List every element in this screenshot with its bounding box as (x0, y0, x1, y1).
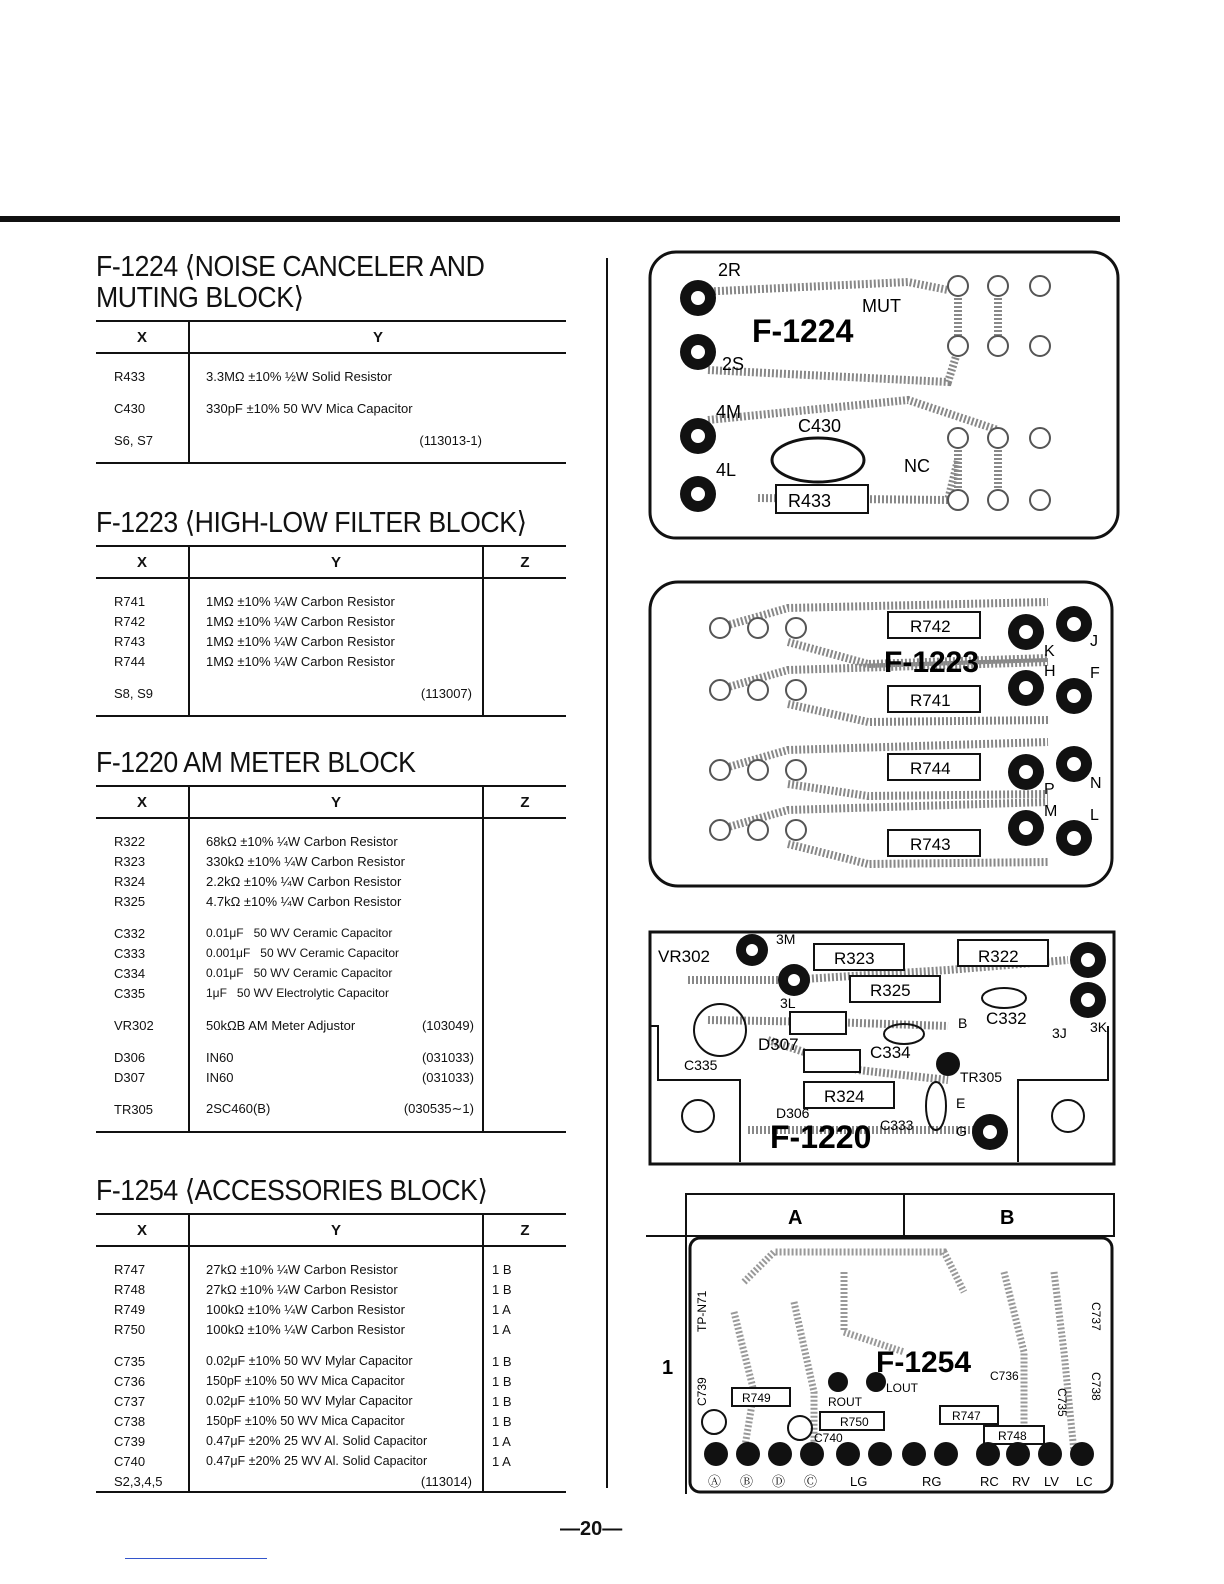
table-row (96, 983, 566, 1003)
part-id: C737 (96, 1391, 189, 1411)
part-desc: 27kΩ ±10% ¼W Carbon Resistor (206, 1281, 398, 1297)
block-f1224 (96, 252, 566, 464)
part-desc: 150pF ±10% 50 WV Mica Capacitor (206, 1374, 405, 1388)
pin-j: J (1090, 633, 1098, 650)
pin-rv: RV (1012, 1474, 1030, 1489)
part-desc: 3.3MΩ ±10% ½W Solid Resistor (206, 368, 392, 384)
part-code: (031033) (421, 1049, 474, 1065)
parts-table (96, 1213, 566, 1493)
label-r748: R748 (998, 1429, 1027, 1443)
c740-capacitor (788, 1416, 812, 1440)
parts-table (96, 785, 566, 1133)
label-r750: R750 (840, 1415, 869, 1429)
label-r323: R323 (834, 949, 875, 968)
part-desc (189, 1067, 483, 1087)
grid-ref: 1 B (483, 1351, 566, 1371)
grid-ref: 1 B (483, 1259, 566, 1279)
label-3m: 3M (776, 931, 796, 947)
pin-lg: LG (850, 1474, 868, 1489)
part-desc: 1MΩ ±10% ¼W Carbon Resistor (206, 613, 395, 629)
part-id: R744 (96, 651, 189, 671)
label-c736: C736 (990, 1369, 1019, 1383)
part-desc (189, 1099, 483, 1119)
table-row (96, 891, 566, 911)
label-3l: 3L (780, 995, 796, 1011)
mounting-hole-right (1052, 1100, 1084, 1132)
pin-l: L (1090, 807, 1099, 824)
label-2r: 2R (718, 260, 742, 280)
header-z: Z (483, 786, 566, 818)
part-id: C740 (96, 1451, 189, 1471)
table-row (96, 1047, 566, 1067)
part-desc: 2.2kΩ ±10% ¼W Carbon Resistor (206, 873, 402, 889)
table-row (96, 1319, 566, 1339)
label-c332: C332 (986, 1009, 1027, 1028)
label-d307: D307 (758, 1035, 799, 1054)
title-line: MUTING BLOCK⟩ (96, 282, 304, 314)
r741-label: R741 (910, 691, 951, 710)
part-id: R742 (96, 611, 189, 631)
label-rout: ROUT (828, 1395, 862, 1409)
table-row (96, 923, 566, 943)
part-desc: 1MΩ ±10% ¼W Carbon Resistor (206, 633, 395, 649)
part-desc: 0.02μF ±10% 50 WV Mylar Capacitor (206, 1354, 413, 1368)
board-f1220 (648, 930, 1116, 1166)
table-row (96, 1471, 566, 1492)
table-row (96, 943, 566, 963)
header-y: Y (189, 786, 483, 818)
part-desc: 0.001μF 50 WV Ceramic Capacitor (206, 946, 399, 960)
part-desc: 150pF ±10% 50 WV Mica Capacitor (206, 1414, 405, 1428)
pin-d: Ⓓ (772, 1474, 786, 1489)
part-desc: 68kΩ ±10% ¼W Carbon Resistor (206, 833, 398, 849)
label-3k: 3K (1090, 1019, 1108, 1035)
header-y: Y (189, 546, 483, 578)
c335-capacitor (694, 1004, 746, 1056)
pin-a: Ⓐ (708, 1474, 722, 1489)
label-e: E (956, 1095, 966, 1111)
part-desc (189, 1047, 483, 1067)
pin-c: Ⓒ (804, 1474, 818, 1489)
part-desc: 100kΩ ±10% ¼W Carbon Resistor (206, 1321, 405, 1337)
pin-m: M (1044, 803, 1058, 820)
part-desc: 0.01μF 50 WV Ceramic Capacitor (206, 966, 393, 980)
label-r747: R747 (952, 1409, 981, 1423)
pin-f: F (1090, 665, 1100, 682)
table-row (96, 366, 566, 386)
pin-b: Ⓑ (740, 1474, 754, 1489)
pin-k: K (1044, 643, 1055, 660)
label-tr305: TR305 (960, 1069, 1003, 1085)
part-id: C335 (96, 983, 189, 1003)
grid-row-1: 1 (662, 1357, 674, 1379)
label-g: G (956, 1123, 967, 1139)
table-row (96, 831, 566, 851)
terminal-pins (680, 280, 716, 512)
label-4l: 4L (716, 460, 737, 480)
board-name: F-1224 (752, 313, 854, 349)
part-desc: 1μF 50 WV Electrolytic Capacitor (206, 986, 389, 1000)
pin-lc: LC (1076, 1474, 1093, 1489)
label-c739: C739 (695, 1377, 709, 1406)
top-rule (0, 216, 1120, 222)
title-line: F-1224 ⟨NOISE CANCELER AND (96, 251, 485, 283)
label-r325: R325 (870, 981, 911, 1000)
part-desc: 330kΩ ±10% ¼W Carbon Resistor (206, 853, 405, 869)
part-desc: 0.02μF ±10% 50 WV Mylar Capacitor (206, 1394, 413, 1408)
block-f1254 (96, 1176, 566, 1493)
c333-capacitor (926, 1082, 946, 1130)
label-c335: C335 (684, 1057, 718, 1073)
part-desc: 1MΩ ±10% ¼W Carbon Resistor (206, 593, 395, 609)
table-row (96, 1015, 566, 1035)
part-id: R325 (96, 891, 189, 911)
board-name: F-1254 (876, 1346, 972, 1379)
part-desc: 330pF ±10% 50 WV Mica Capacitor (206, 400, 413, 416)
table-row (96, 1431, 566, 1451)
label-c430: C430 (798, 416, 842, 436)
part-desc: 27kΩ ±10% ¼W Carbon Resistor (206, 1261, 398, 1277)
label-4m: 4M (716, 402, 742, 422)
part-id: S8, S9 (96, 683, 189, 703)
part-code: (103049) (421, 1017, 474, 1033)
header-z: Z (483, 1214, 566, 1246)
part-code: (113013-1) (419, 432, 482, 448)
table-row (96, 611, 566, 631)
table-row (96, 871, 566, 891)
part-desc (189, 1015, 483, 1035)
grid-ref: 1 A (483, 1299, 566, 1319)
pin-p: P (1044, 781, 1055, 798)
grid-ref: 1 B (483, 1411, 566, 1431)
column-divider (606, 258, 608, 1488)
part-id: TR305 (96, 1099, 189, 1119)
table-row (96, 430, 566, 450)
c430-capacitor (772, 438, 864, 482)
table-row (96, 651, 566, 671)
header-x: X (96, 546, 189, 578)
pin-labels (1044, 633, 1102, 824)
board-name: F-1220 (770, 1119, 872, 1155)
grid-frame (686, 1194, 1114, 1236)
mounting-hole-left (682, 1100, 714, 1132)
pin-labels (708, 1474, 1093, 1489)
label-mut: MUT (862, 296, 901, 316)
part-id: C735 (96, 1351, 189, 1371)
part-id: R741 (96, 591, 189, 611)
part-id: VR302 (96, 1015, 189, 1035)
label-c333: C333 (880, 1117, 914, 1133)
table-row (96, 1391, 566, 1411)
part-id: C332 (96, 923, 189, 943)
header-y: Y (189, 1214, 483, 1246)
part-desc: 100kΩ ±10% ¼W Carbon Resistor (206, 1301, 405, 1317)
label-lout: LOUT (886, 1381, 919, 1395)
part-id: C430 (96, 398, 189, 418)
header-x: X (96, 321, 189, 353)
pin-n: N (1090, 775, 1102, 792)
parts-table (96, 545, 566, 717)
pin-rc: RC (980, 1474, 999, 1489)
table-row (96, 1279, 566, 1299)
part-code: (113014) (189, 1471, 483, 1492)
part-desc: 0.47μF ±20% 25 WV Al. Solid Capacitor (206, 1434, 428, 1448)
board-f1254 (644, 1192, 1118, 1496)
part-id: R748 (96, 1279, 189, 1299)
part-desc-text: IN60 (206, 1049, 234, 1065)
block-f1223 (96, 508, 566, 717)
part-id: R324 (96, 871, 189, 891)
part-code: (031033) (421, 1069, 474, 1085)
part-id: R749 (96, 1299, 189, 1319)
table-row (96, 1451, 566, 1471)
part-desc: 1MΩ ±10% ¼W Carbon Resistor (206, 653, 395, 669)
part-id: C333 (96, 943, 189, 963)
part-id: C739 (96, 1431, 189, 1451)
part-desc: 0.01μF 50 WV Ceramic Capacitor (206, 926, 393, 940)
part-desc-text: IN60 (206, 1069, 234, 1085)
block-title: F-1223 ⟨HIGH-LOW FILTER BLOCK⟩ (96, 507, 527, 539)
table-row (96, 1067, 566, 1087)
block-title (96, 252, 528, 314)
table-row (96, 1351, 566, 1371)
block-f1220 (96, 748, 566, 1133)
grid-ref: 1 B (483, 1391, 566, 1411)
part-id: R747 (96, 1259, 189, 1279)
board-f1224 (648, 250, 1120, 540)
label-c334: C334 (870, 1043, 911, 1062)
label-c735: C735 (1055, 1388, 1069, 1417)
grid-ref: 1 A (483, 1451, 566, 1471)
header-z: Z (483, 546, 566, 578)
table-row (96, 591, 566, 611)
label-c740: C740 (814, 1431, 843, 1445)
part-desc-text: 2SC460(B) (206, 1101, 271, 1116)
bottom-pins (704, 1442, 1094, 1466)
r744-label: R744 (910, 759, 951, 778)
part-id: S2,3,4,5 (96, 1471, 189, 1492)
table-row (96, 683, 566, 703)
pin-lv: LV (1044, 1474, 1059, 1489)
part-id: R433 (96, 366, 189, 386)
part-id: C736 (96, 1371, 189, 1391)
table-row (96, 963, 566, 983)
r742-label: R742 (910, 617, 951, 636)
grid-col-a: A (788, 1207, 803, 1229)
table-row (96, 851, 566, 871)
table-row (96, 1411, 566, 1431)
board-f1223 (648, 580, 1114, 890)
grid-ref: 1 A (483, 1319, 566, 1339)
pin-rg: RG (922, 1474, 942, 1489)
part-desc: 0.47μF ±20% 25 WV Al. Solid Capacitor (206, 1454, 428, 1468)
part-code: (113007) (420, 685, 472, 701)
part-id: S6, S7 (96, 430, 189, 450)
label-c738: C738 (1089, 1372, 1103, 1401)
grid-ref: 1 A (483, 1431, 566, 1451)
board-name: F-1223 (884, 646, 980, 679)
table-row (96, 1099, 566, 1119)
part-desc-text: 50kΩB AM Meter Adjustor (206, 1017, 356, 1033)
label-3j: 3J (1052, 1025, 1067, 1041)
label-nc: NC (904, 456, 930, 476)
c332-capacitor (982, 988, 1026, 1008)
part-id: D306 (96, 1047, 189, 1067)
page-number: —20— (560, 1518, 623, 1540)
label-r324: R324 (824, 1087, 865, 1106)
table-row (96, 1371, 566, 1391)
grid-ref: 1 B (483, 1371, 566, 1391)
label-tp-n71: TP-N71 (695, 1290, 709, 1332)
table-row (96, 1259, 566, 1279)
parts-table (96, 320, 566, 464)
header-x: X (96, 786, 189, 818)
footer-line (125, 1558, 267, 1559)
r743-label: R743 (910, 835, 951, 854)
table-row (96, 398, 566, 418)
part-id: R322 (96, 831, 189, 851)
header-y: Y (189, 321, 566, 353)
label-d306: D306 (776, 1105, 810, 1121)
block-title: F-1254 ⟨ACCESSORIES BLOCK⟩ (96, 1175, 488, 1207)
part-desc: 4.7kΩ ±10% ¼W Carbon Resistor (206, 893, 402, 909)
part-id: C334 (96, 963, 189, 983)
table-row (96, 1299, 566, 1319)
block-title: F-1220 AM METER BLOCK (96, 747, 416, 779)
label-vr302: VR302 (658, 947, 710, 966)
label-r433: R433 (788, 491, 832, 511)
part-id: R743 (96, 631, 189, 651)
part-id: R323 (96, 851, 189, 871)
part-id: D307 (96, 1067, 189, 1087)
part-id: C738 (96, 1411, 189, 1431)
label-r749: R749 (742, 1391, 771, 1405)
part-code: (030535∼1) (403, 1101, 474, 1116)
pin-h: H (1044, 663, 1056, 680)
label-c737: C737 (1089, 1302, 1103, 1331)
part-id: R750 (96, 1319, 189, 1339)
label-r322: R322 (978, 947, 1019, 966)
table-row (96, 631, 566, 651)
label-2s: 2S (722, 354, 745, 374)
label-b: B (958, 1015, 968, 1031)
grid-ref: 1 B (483, 1279, 566, 1299)
grid-col-b: B (1000, 1207, 1015, 1229)
header-x: X (96, 1214, 189, 1246)
c739-capacitor (702, 1410, 726, 1434)
